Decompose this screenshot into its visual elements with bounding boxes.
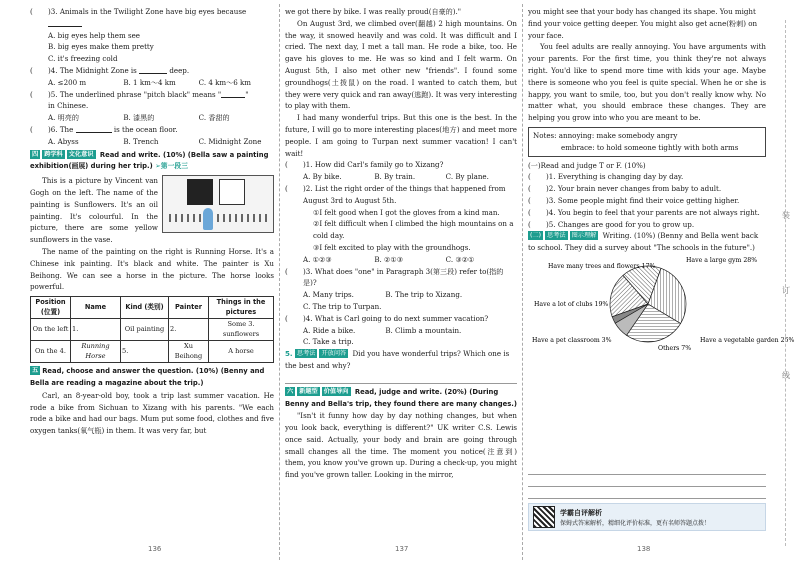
paragraph: you might see that your body has changed its shape. You might find your voice getting deeper. You might also get acne(粉刺) on your face. — [528, 7, 758, 40]
judge-item: ( )3. Some people might find their voice getting higher. — [528, 195, 740, 205]
judge-item: ( )1. Everything is changing day by day. — [528, 172, 684, 182]
binding-mark: 线 — [782, 371, 790, 380]
section-5-heading: 五 Read, choose and answer the question. (10%) (Benny and Bella are reading a magazine about the trip.) — [30, 367, 265, 387]
question-5: 5. 思考法 开放问答 Did you have wonderful trips? Which one is the best and why? — [285, 349, 510, 370]
options-row: A. 明亮的 B. 漆黑的 C. 香甜的 — [48, 113, 230, 123]
promo-banner: 学霸自评解析 保姆式答案解析，精细化评价标准，更有名师答题点拨！ — [528, 503, 766, 531]
page-number: 136 — [148, 545, 162, 553]
page-number: 137 — [395, 545, 409, 553]
answer-blank[interactable] — [48, 19, 82, 27]
paragraph: The name of the painting on the right is Running Horse. It's a Chinese ink painting. It's black and white. The painter is Xu Beihong. We can see a horse in the picture. The horse looks powerful. — [30, 246, 274, 292]
pie-label: Have many trees and flowers 17% — [548, 262, 656, 270]
section-4-heading: 四 跨学科 文化意识 Read and write. (10%) (Bella saw a painting exhibition(画展) during her trip.) ➢第一段三 — [30, 150, 269, 171]
question-6: ( )6. The is the ocean floor. — [30, 124, 178, 134]
part-1-title: (一)Read and judge T or F. (10%) — [528, 160, 646, 170]
pie-label: Have a pet classroom 3% — [532, 336, 612, 344]
writing-lines[interactable] — [528, 463, 766, 531]
paintings-image — [162, 175, 274, 233]
page-136-column — [30, 6, 274, 437]
paragraph: we got there by bike. I was really proud(自豪的)." — [285, 7, 462, 16]
part-2-title: (二) 思考法 图示理解 Writing. (10%) (Benny and Bella went back to school. They did a survey about "The schools in the future".) — [528, 231, 759, 253]
question-4: ( )4. The Midnight Zone is deep. — [30, 65, 190, 75]
question-3: ( )3. What does "one" in Paragraph 3(第三段) refer to(指的是)? — [285, 266, 504, 288]
paragraph: "Isn't it funny how day by day nothing changes, but when you look back, everything is different?" UK writer C.S. Lewis once said. Actually, your body and brain are going through small changes all the time. The moment you notice(注意到) them, you know you've grown up. During a check-up, you might find you've grown taller. Looking in the mirror, — [285, 411, 517, 480]
painting-table: Position (位置) Name Kind (类别) Painter Things in the pictures On the left 1. Oil painting 2. Some 3. sunflowers On the 4. Running Horse 5. Xu Beihong A horse — [30, 296, 274, 363]
question-3: ( )3. Animals in the Twilight Zone have big eyes because — [30, 6, 274, 30]
pie-label: Have a large gym 28% — [686, 256, 758, 264]
binding-mark: 装 — [782, 211, 790, 220]
paragraph: You feel adults are really annoying. You have arguments with your parents. For the first time, you think they're not always right. You'd like to spend more time with kids your age. Maybe there is someone who you feel is quite special. When he or she is happy, you want to smile, too, but you don't really know why. No matter what, you should embrace these changes. They are helping you grow into who you are meant to be. — [528, 42, 766, 123]
qr-code-icon — [533, 506, 555, 528]
page-number: 138 — [637, 545, 651, 553]
pie-label: Others 7% — [658, 344, 692, 352]
answer-blank[interactable] — [139, 66, 167, 74]
answer-blank[interactable] — [221, 90, 245, 98]
judge-item: ( )5. Changes are good for you to grow up. — [528, 219, 695, 229]
question-4: ( )4. What is Carl going to do next summer vacation? — [285, 313, 489, 323]
paragraph: This is a picture by Vincent van Gogh on the left. The name of the painting is Sunflowers. It's an oil painting. It's colourful. In the picture, there are some yellow sunflowers in the vase. — [30, 176, 158, 245]
question-5-cont: in Chinese. — [48, 101, 89, 111]
options-row: A. Abyss B. Trench C. Midnight Zone — [48, 136, 262, 146]
question-1: ( )1. How did Carl's family go to Xizang? — [285, 160, 444, 170]
page-138-column — [528, 6, 795, 394]
options-row: A. ≤200 m B. 1 km～4 km C. 4 km～6 km — [48, 77, 252, 87]
section-6-heading: 六 新题型 价值导向 Read, judge and write. (20%) (During Benny and Bella's trip, they found there are many changes.) — [285, 387, 517, 408]
binding-mark: 订 — [782, 286, 790, 295]
paragraph: Carl, an 8-year-old boy, took a trip last summer vacation. He rode a bike from Sichuan to Xizang with his parents. "We each rode a bike and had our bags. Mum put some food, clothes and five oxygen tanks(氧气瓶) in them. It was very far, but — [30, 390, 274, 436]
question-5: ( )5. The underlined phrase "pitch black" means " " — [30, 89, 249, 99]
page-137-column: we got there by bike. I was really proud(自豪的)." On August 3rd, we climbed over(翻越) 2 high mountains. On the way, it snowed heavily and was cold. It was difficult and I cried. The next day, I met a tall man. He rode a bike, too. He gave his gloves to me. He was so kind and I felt warm. On August 5th, I also met other new "friends". I found some groundhogs(土拨鼠) on the road. I wanted to catch them, but they were very quick and ran away(逃跑). It was very interesting to play with them. I had many wonderful trips. But this one is the best. In the future, I will go to more interesting places(地方) and meet more people. I am going to Turpan next summer vacation! I can't wait! ( )1. How did Carl's family go to Xizang? A. By bike. B. By train. C. By plane. ( )2. List the right order of the things that happened from August 3rd to August 5th. ①I felt good when I got the gloves from a kind man. ②I felt difficult when I climbed the high mountains on a cold day. ③I felt excited to play with the groundhogs. A. ①②③ B. ②①③ C. ③②① ( )3. What does "one" in Paragraph 3(第三段) refer to(指的是)? A. Many trips. B. The trip to Xizang. C. The trip to Turpan. ( )4. What is Carl going to do next summer vacation? A. Ride a bike. B. Climb a mountain. C. Take a trip. 5. 思考法 开放问答 Did you have wonderful trips? Which one is the best and why? 六 新题型 价值导向 Read, judge and write. (20%) (During Benny and Bella's trip, they found there are many changes.) "Isn't it funny how day by day nothing changes, but when you look back, everything is different?" UK writer C.S. Lewis once said. Actually, your body and brain are going through small changes all the time. The moment you notice(注意到) them, you know you've grown up. During a check-up, you might find you've grown taller. Looking in the mirror, — [285, 7, 517, 480]
judge-item: ( )4. You begin to feel that your parents are not always right. — [528, 207, 760, 217]
pie-label: Have a vegetable garden 26% — [700, 336, 795, 344]
option: A. big eyes help them see — [48, 30, 141, 40]
notes-box: Notes: annoying: make somebody angry embrace: to hold someone tightly with both arms — [528, 127, 766, 157]
option: C. it's freezing cold — [48, 54, 118, 64]
pie-chart — [528, 254, 795, 394]
paragraph: On August 3rd, we climbed over(翻越) 2 high mountains. On the way, it snowed heavily and was cold. It was difficult and I cried. The next day, I met a tall man. He rode a bike, too. He gave his gloves to me. He was so kind and I felt warm. On August 5th, I also met other new "friends". I found some groundhogs(土拨鼠) on the road. I wanted to catch them, but they were very quick and ran away(逃跑). It was very interesting to play with them. — [285, 18, 517, 111]
answer-blank[interactable] — [76, 125, 112, 133]
pie-label: Have a lot of clubs 19% — [534, 300, 609, 308]
answer-line[interactable] — [285, 372, 517, 384]
judge-item: ( )2. Your brain never changes from baby to adult. — [528, 184, 722, 194]
question-2: ( )2. List the right order of the things that happened from August 3rd to August 5th. — [285, 183, 506, 205]
paragraph: I had many wonderful trips. But this one is the best. In the future, I will go to more interesting places(地方) and meet more people. I am going to Turpan next summer vacation! I can't wait! — [285, 113, 517, 158]
option: B. big eyes make them pretty — [48, 42, 154, 52]
